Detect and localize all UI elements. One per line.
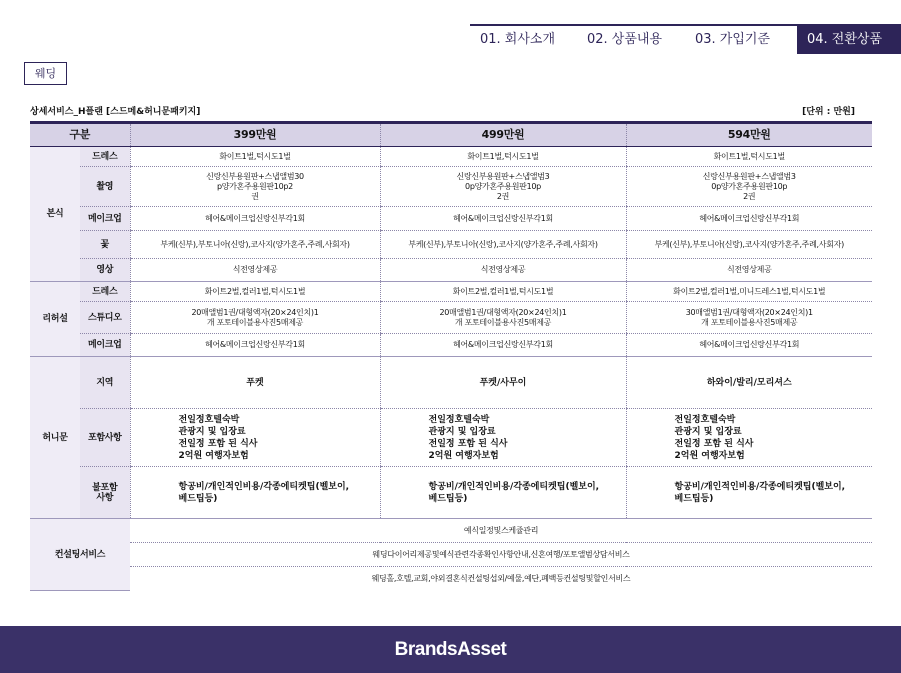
table-cell: 전일정호텔숙박 관광지 및 입장료 전일정 포함 된 식사 2억원 여행자보험 (130, 409, 380, 467)
row-label: 촬영 (80, 167, 130, 207)
table-row (30, 207, 872, 231)
table-cell: 화이트2벌,컬러1벌,미니드레스1벌,턱시도1벌 (626, 282, 872, 302)
table-cell: 하와이/발리/모리셔스 (626, 357, 872, 409)
table-row (30, 259, 872, 282)
table-cell: 전일정호텔숙박 관광지 및 입장료 전일정 포함 된 식사 2억원 여행자보험 (380, 409, 626, 467)
tab-product-details[interactable]: 02. 상품내용 (587, 32, 663, 47)
table-cell: 신랑신부용원판+스냅앨범3 0p양가혼주용원판10p 2권 (380, 167, 626, 207)
top-tabs (470, 24, 901, 54)
table-cell: 웨딩다이어리제공및예식관련각종확인사항안내,신혼여행/포토앨범상담서비스 (130, 543, 872, 567)
table-cell: 신랑신부용원판+스냅앨범3 0p양가혼주용원판10p 2권 (626, 167, 872, 207)
row-label: 메이크업 (80, 334, 130, 357)
table-cell: 식전영상제공 (626, 259, 872, 282)
table-row (30, 334, 872, 357)
category-bonsik: 본식 (30, 147, 80, 282)
unit-label: [단위 : 만원] (802, 107, 855, 117)
row-label: 드레스 (80, 282, 130, 302)
plan-header: 399만원 (130, 123, 380, 147)
row-label: 꽃 (80, 231, 130, 259)
table-cell: 화이트2벌,컬러1벌,턱시도1벌 (130, 282, 380, 302)
table-cell: 부케(신부),부토니아(신랑),코사지(양가혼주,주례,사회자) (130, 231, 380, 259)
tab-company-intro[interactable]: 01. 회사소개 (480, 32, 556, 47)
table-cell: 식전영상제공 (130, 259, 380, 282)
table-cell: 푸켓 (130, 357, 380, 409)
table-cell: 전일정호텔숙박 관광지 및 입장료 전일정 포함 된 식사 2억원 여행자보험 (626, 409, 872, 467)
table-row (30, 519, 872, 543)
table-cell: 항공비/개인적인비용/각종에티켓팁(벨보이, 베드팁등) (626, 467, 872, 519)
table-row (30, 409, 872, 467)
table-cell: 항공비/개인적인비용/각종에티켓팁(벨보이, 베드팁등) (380, 467, 626, 519)
tab-join-criteria[interactable]: 03. 가입기준 (695, 32, 771, 47)
table-cell: 헤어&메이크업신랑신부각1회 (626, 207, 872, 231)
table-row (30, 167, 872, 207)
table-cell: 30매앨범1권/대형액자(20×24인치)1 개 포토테이블용사진5매제공 (626, 302, 872, 334)
table-cell: 헤어&메이크업신랑신부각1회 (380, 207, 626, 231)
category-rehearsal: 리허설 (30, 282, 80, 357)
table-cell: 식전영상제공 (380, 259, 626, 282)
row-label: 영상 (80, 259, 130, 282)
footer-bar (0, 626, 901, 673)
table-cell: 부케(신부),부토니아(신랑),코사지(양가혼주,주례,사회자) (380, 231, 626, 259)
row-label: 불포함 사항 (80, 467, 130, 519)
table-row (30, 302, 872, 334)
section-badge: 웨딩 (24, 62, 67, 85)
table-cell: 부케(신부),부토니아(신랑),코사지(양가혼주,주례,사회자) (626, 231, 872, 259)
table-cell: 화이트1벌,턱시도1벌 (380, 147, 626, 167)
table-row (30, 147, 872, 167)
table-cell: 화이트2벌,컬러1벌,턱시도1벌 (380, 282, 626, 302)
table-cell: 헤어&메이크업신랑신부각1회 (130, 334, 380, 357)
table-cell: 화이트1벌,턱시도1벌 (130, 147, 380, 167)
table-row (30, 231, 872, 259)
category-consulting: 컨설팅서비스 (30, 519, 130, 591)
table-cell: 웨딩홀,호텔,교회,야외결혼식컨설팅섭외/예물,예단,폐백등컨설팅및할인서비스 (371, 573, 631, 583)
brand-logo: BrandsAsset (394, 638, 507, 660)
row-label: 메이크업 (80, 207, 130, 231)
table-header-row (30, 123, 872, 147)
row-label: 드레스 (80, 147, 130, 167)
table-cell: 화이트1벌,턱시도1벌 (626, 147, 872, 167)
table-cell: 20매앨범1권/대형액자(20×24인치)1 개 포토테이블용사진5매제공 (380, 302, 626, 334)
row-label: 지역 (80, 357, 130, 409)
table-row (30, 282, 872, 302)
page-subtitle: 상세서비스_H플랜 [스드메&허니문패키지] (30, 107, 201, 117)
header-label: 구분 (30, 123, 130, 147)
table-cell: 20매앨범1권/대형액자(20×24인치)1 개 포토테이블용사진5매제공 (130, 302, 380, 334)
table-cell: 신랑신부용원판+스냅앨범30 p양가혼주용원판10p2 권 (130, 167, 380, 207)
table-row (30, 357, 872, 409)
row-label: 스튜디오 (80, 302, 130, 334)
plan-table (30, 121, 872, 591)
table-cell: 항공비/개인적인비용/각종에티켓팁(벨보이, 베드팁등) (130, 467, 380, 519)
table-cell: 헤어&메이크업신랑신부각1회 (130, 207, 380, 231)
category-honeymoon: 허니문 (30, 357, 80, 519)
table-cell: 예식일정및스케쥴관리 (130, 519, 872, 543)
row-label: 포함사항 (80, 409, 130, 467)
table-cell: 헤어&메이크업신랑신부각1회 (380, 334, 626, 357)
plan-header: 594만원 (626, 123, 872, 147)
tab-conversion-product[interactable]: 04. 전환상품 (797, 26, 901, 54)
plan-header: 499만원 (380, 123, 626, 147)
table-row (30, 543, 872, 567)
table-row (30, 567, 872, 591)
table-cell: 헤어&메이크업신랑신부각1회 (626, 334, 872, 357)
table-cell: 푸켓/사무이 (380, 357, 626, 409)
table-row (30, 467, 872, 519)
